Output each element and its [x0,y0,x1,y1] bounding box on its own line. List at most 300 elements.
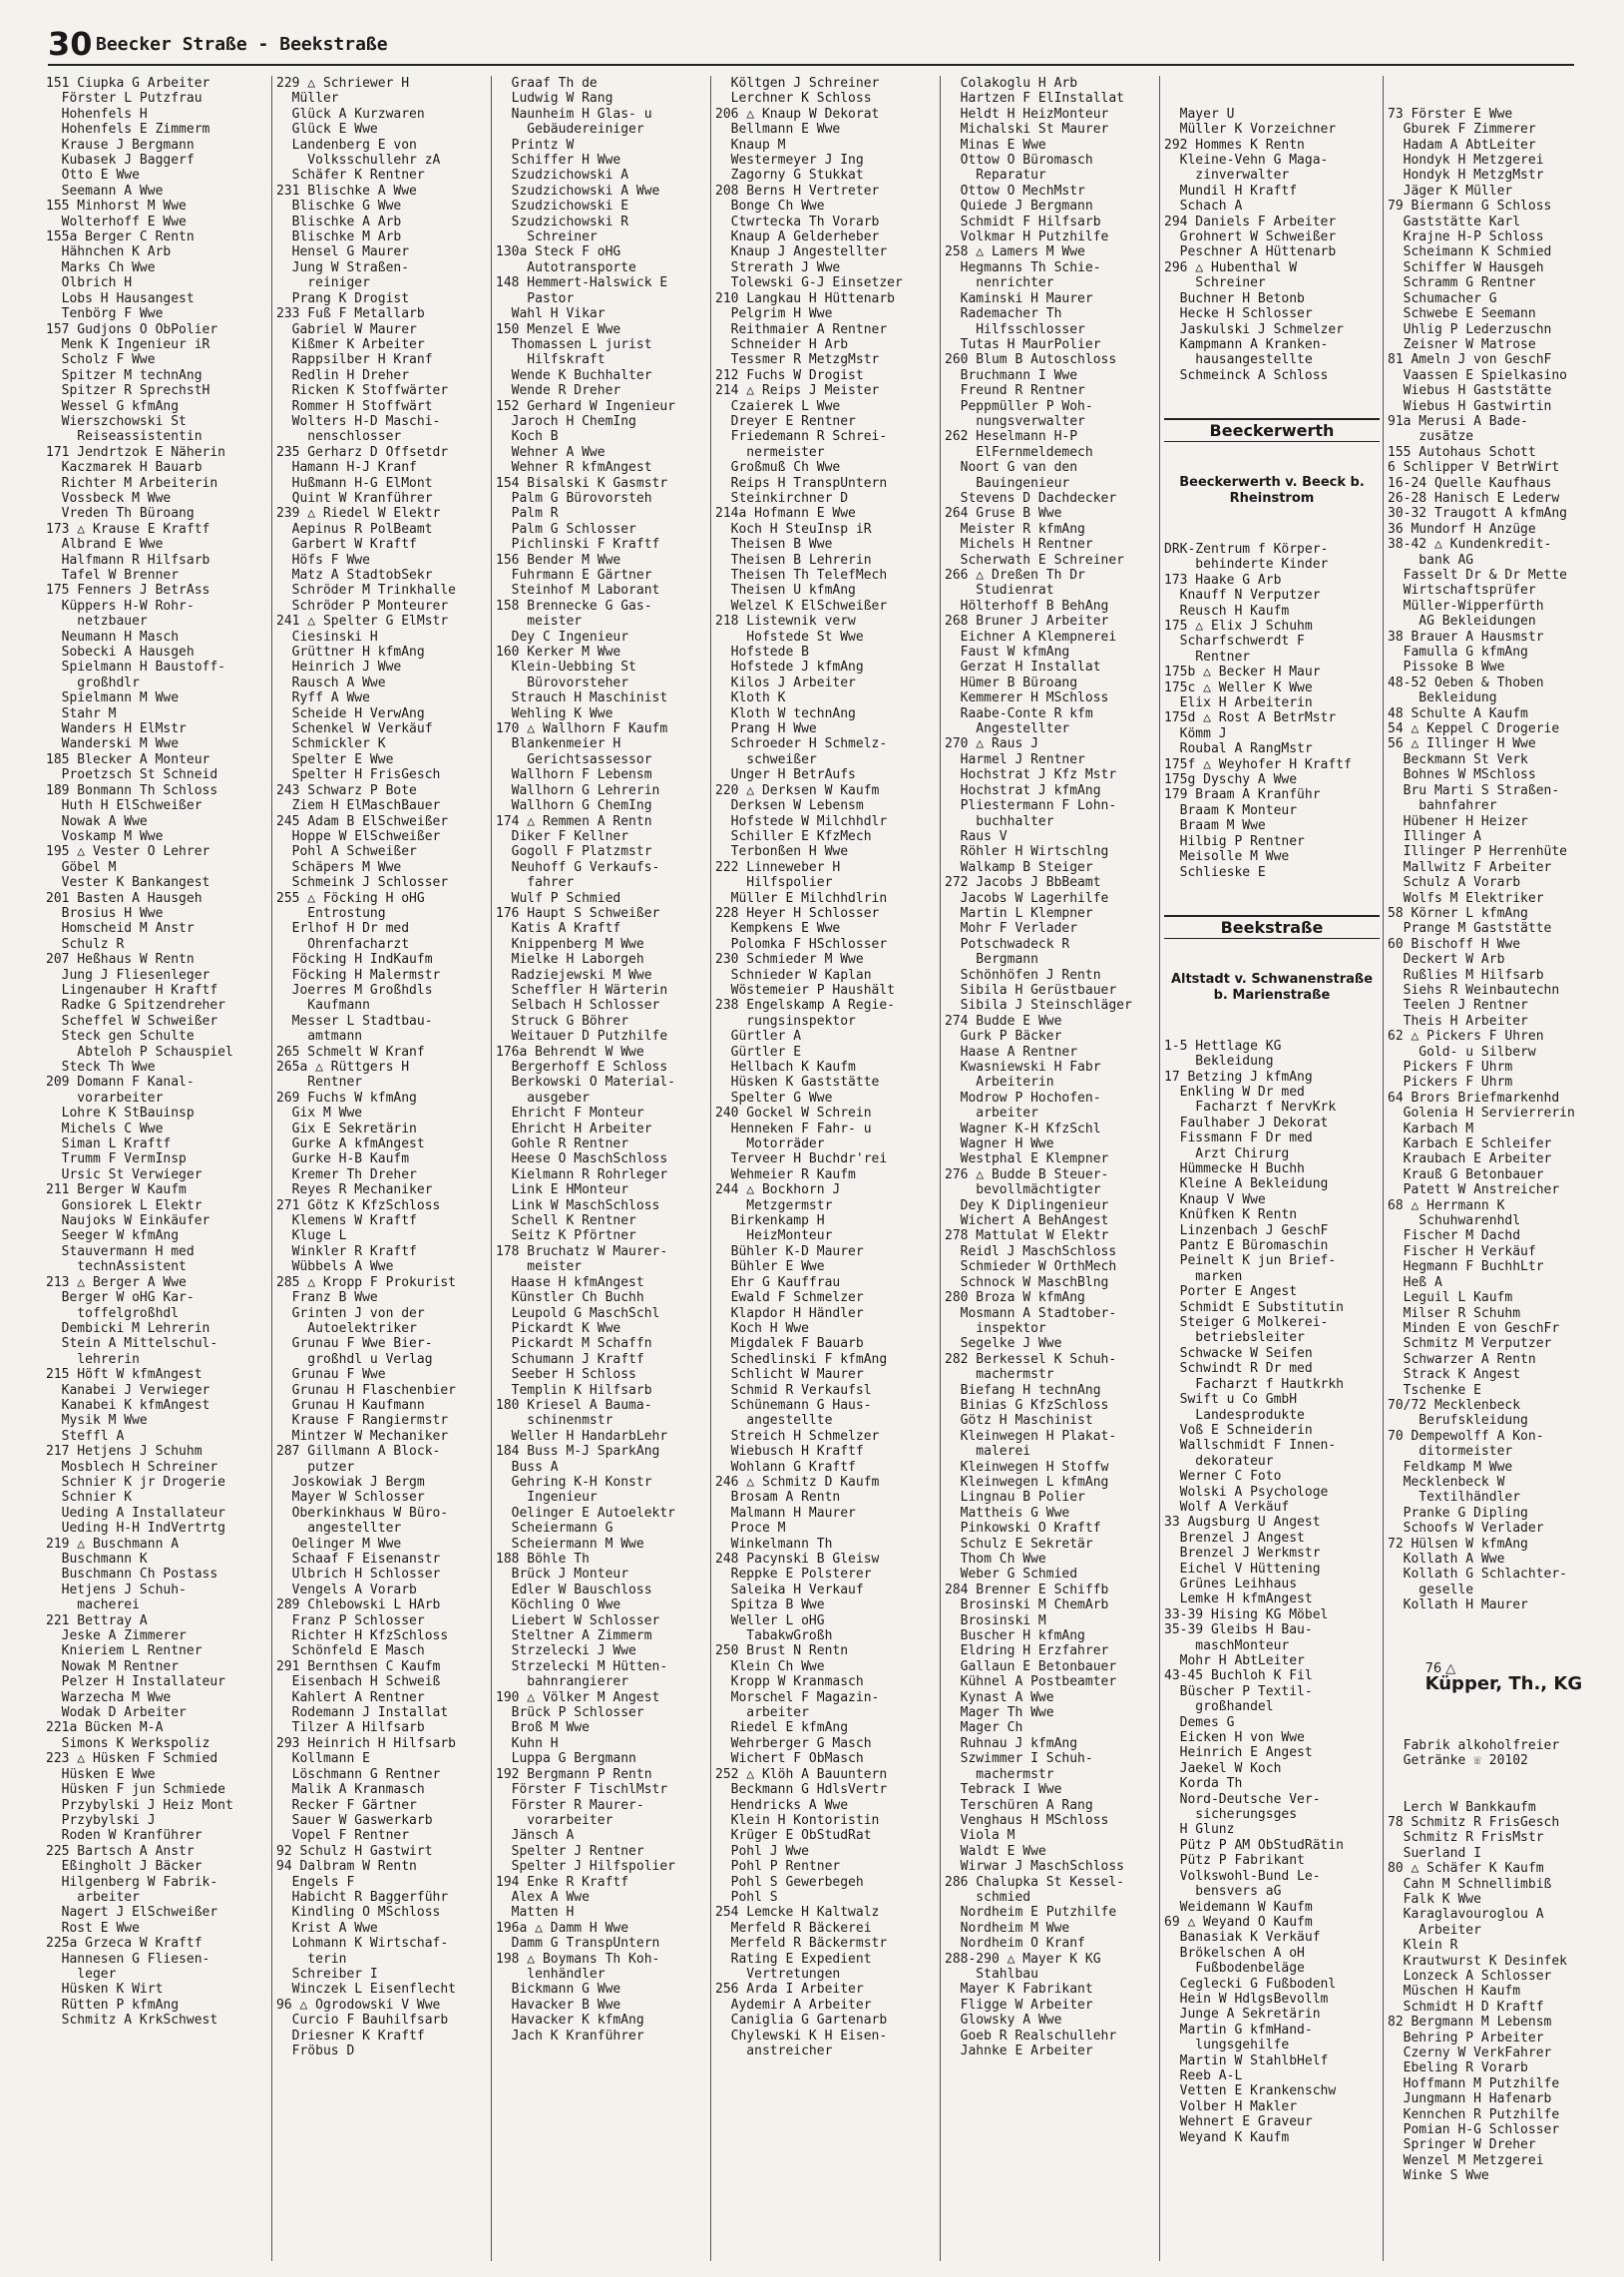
entry-line: Streich H Schmelzer [715,1428,880,1444]
entry-line: Reparatur [945,168,1046,184]
entry-line: 175d △ Rost A BetrMstr [1164,710,1337,726]
entry-line: 209 Domann F Kanal- [46,1075,195,1091]
entry-line: Hondyk H MetzgMstr [1388,168,1544,184]
entry-line: 178 Bruchatz W Maurer- [496,1243,668,1259]
entry-line: 282 Berkessel K Schuh- [945,1351,1117,1367]
entry-line: Jungmann H Hafenarb [1388,2091,1552,2107]
entry-line: 173 Haake G Arb [1164,572,1282,588]
entry-line: 175g Dyschy A Wwe [1164,772,1298,788]
entry-line: Rausch A Wwe [276,675,386,690]
entry-line: Hilfskraft [496,352,606,368]
entry-line: 35-39 Gleibs H Bau- [1164,1622,1313,1638]
entry-line: Nordheim E Putzhilfe [945,1905,1117,1921]
entry-line: Redlin H Dreher [276,367,410,383]
entry-line: Alex A Wwe [496,1889,590,1905]
entry-line: Terveer H Buchdr'rei [715,1151,888,1167]
column-4 [710,76,937,2261]
entry-line: 221a Bücken M-A [46,1720,164,1736]
entry-line: Rentner [276,1075,363,1091]
entry-line: 155 Autohaus Schott [1388,444,1536,460]
entry-line: Kaufmann [276,998,370,1014]
entry-line: 192 Bergmann P Rentn [496,1766,652,1782]
entry-line: Diker F Kellner [496,828,629,844]
entry-line: Wohlann G Kraftf [715,1459,856,1475]
entry-line: 293 Heinrich H Hilfsarb [276,1735,457,1751]
entry-line: Schäfer K Rentner [276,168,425,184]
entry-line: Hendricks A Wwe [715,1797,849,1813]
entry-line: Mohr H AbtLeiter [1164,1653,1305,1668]
entry-line: Hilfspolier [715,875,833,891]
entry-line: Theisen B Lehrerin [715,552,872,568]
page-header [48,24,1574,66]
entry-line: Bohnes W MSchloss [1388,767,1536,783]
entry-line: meister [496,614,583,630]
entry-line: 231 Blischke A Wwe [276,183,417,199]
entry-line: Hüsken K Gaststätte [715,1075,880,1091]
entry-line: Bickmann G Wwe [496,1982,621,1998]
entry-line: Jach K Kranführer [496,2028,644,2044]
entry-line: Mysik M Wwe [46,1413,148,1429]
entry-line: Kropp W Kranmasch [715,1674,864,1690]
entry-line: Pickardt K Wwe [496,1320,621,1336]
entry-line: Steinhof M Laborant [496,583,660,599]
entry-line: Theisen Th TelefMech [715,568,888,583]
entry-line: Ciesinski H [276,629,378,645]
entry-line: Olbrich H [46,275,133,291]
entry-line: 198 △ Boymans Th Koh- [496,1951,660,1967]
entry-line: ElFernmeldemech [945,444,1093,460]
entry-line: 151 Ciupka G Arbeiter [46,76,210,91]
entry-line: Terbonßen H Wwe [715,844,849,860]
entry-line: Jacobs W Lagerhilfe [945,890,1109,906]
entry-line: Westphal E Klempner [945,1151,1109,1167]
entry-line: 176a Behrendt W Wwe [496,1044,644,1060]
entry-line: Spitzer R SprechstH [46,383,210,399]
entry-line: 189 Bonmann Th Schloss [46,782,218,798]
entry-line: Albrand E Wwe [46,537,164,553]
entry-line: Kanabei J Verwieger [46,1382,210,1398]
entry-line: Strack K Angest [1388,1367,1521,1383]
column-2 [271,76,488,2261]
entry-line: Vopel F Rentner [276,1828,410,1844]
entry-line: 229 △ Schriewer H [276,76,410,91]
entry-line: Buscher H kfmAng [945,1628,1085,1644]
entry-line: geselle [1388,1582,1474,1597]
entry-line: Berger W oHG Kar- [46,1290,195,1306]
entry-line: Schönfeld E Masch [276,1643,425,1659]
entry-line: Gonsiorek L Elektr [46,1197,203,1213]
entry-line: Brück P Schlosser [496,1705,644,1721]
entry-line: Wöstemeier P Haushält [715,982,896,998]
entry-line: 213 △ Berger A Wwe [46,1274,187,1290]
entry-line: Wodak D Arbeiter [46,1705,187,1721]
entry-line: Fischer M Dachd [1388,1228,1521,1244]
entry-line: Mohr F Verlader [945,921,1078,937]
entry-line: Grunau F Wwe [276,1367,386,1383]
entry-line: Damm G TranspUntern [496,1936,660,1952]
entry-line: Ehr G Kauffrau [715,1274,841,1290]
entry-line: Wallhorn G ChemIng [496,798,652,814]
entry-line: Heldt H HeizMonteur [945,106,1109,122]
entry-line: Ryff A Wwe [276,690,370,706]
entry-line: 6 Schlipper V BetrWirt [1388,460,1560,476]
entry-line: großhandel [1164,1699,1274,1715]
entry-line: Müschen H Kaufm [1388,1984,1521,2000]
entry-line: machermstr [945,1766,1054,1782]
entry-line: lehrerin [46,1351,140,1367]
entry-line: buchhalter [945,813,1054,829]
entry-line: Gaststätte Karl [1388,214,1521,229]
entry-line: Menk K Ingenieur iR [46,336,210,352]
entry-line: dekorateur [1164,1453,1274,1469]
entry-line: Saleika H Verkauf [715,1582,864,1597]
entry-line: Fischer H Verkäuf [1388,1243,1536,1259]
entry-line: Seitz K Pförtner [496,1228,636,1244]
entry-line: Tebrack I Wwe [945,1782,1062,1798]
entry-line: 130a Steck F oHG [496,244,621,260]
entry-line: Knauff N Verputzer [1164,588,1321,604]
entry-line: Kaczmarek H Bauarb [46,460,203,476]
entry-line: Driesner K Kraftf [276,2028,425,2044]
entry-line: Lingnau B Polier [945,1490,1085,1506]
entry-line: arbeiter [945,1106,1038,1122]
entry-line: Winczek L Eisenflecht [276,1982,457,1998]
entry-line: Wehnert E Graveur [1164,2114,1313,2130]
entry-line: Ewald F Schmelzer [715,1290,864,1306]
section-subheading-altstadt: Altstadt v. Schwanenstraße b. Marienstraße [1170,971,1374,1003]
entry-line: Hümer B Büroang [945,675,1078,690]
entry-line: Künstler Ch Buchh [496,1290,644,1306]
entry-line: Hofstede J kfmAng [715,660,864,676]
entry-line: 286 Chalupka St Kessel- [945,1874,1125,1890]
entry-line: Lerchner K Schloss [715,91,872,107]
section-heading-beeckerwerth: Beeckerwerth [1164,418,1380,442]
entry-line: 239 △ Riedel W Elektr [276,506,441,522]
entry-line: Koch H Wwe [715,1320,809,1336]
entry-line: Aydemir A Arbeiter [715,1997,872,2013]
entry-line: Vaassen E Spielkasino [1388,367,1568,383]
entry-line: Pomian H-G Schlosser [1388,2122,1560,2138]
entry-line: Grunau H Flaschenbier [276,1382,457,1398]
entry-line: Merfeld R Bäckerei [715,1920,872,1936]
entry-line: Riedel E kfmAng [715,1720,849,1736]
entry-line: Wagner H Wwe [945,1137,1054,1152]
entry-line: Pütz P AM ObStudRätin [1164,1837,1345,1853]
entry-line: Knüfken K Rentn [1164,1207,1298,1223]
entry-line: 255 △ Föcking H oHG [276,890,425,906]
entry-line: Mundil H Kraftf [1164,183,1298,199]
entry-line: Marks Ch Wwe [46,259,156,275]
entry-line: Ruhnau J kfmAng [945,1735,1078,1751]
entry-line: Schmidt F Hilfsarb [945,214,1101,229]
entry-line: Trumm F VermInsp [46,1151,187,1167]
entry-line: Karbach E Schleifer [1388,1137,1552,1152]
entry-line: Garbert W Kraftf [276,537,417,553]
entry-line: 16-24 Quelle Kaufhaus [1388,475,1552,491]
entry-line: Vreden Th Büroang [46,506,195,522]
entry-line: Kennchen R Putzhilfe [1388,2106,1560,2122]
entry-line: Friedemann R Schrei- [715,429,888,445]
entry-line: Volber H Makler [1164,2098,1298,2114]
entry-line: Werner C Foto [1164,1469,1282,1485]
entry-line: Studienrat [945,583,1054,599]
entry-line: 258 △ Lamers M Wwe [945,244,1085,260]
entry-line: Joerres M Großhdls [276,982,433,998]
entry-line: 207 Heßhaus W Rentn [46,952,195,968]
entry-line: Göbel M [46,859,117,875]
entry-line: Mallwitz F Arbeiter [1388,859,1552,875]
entry-line: Gold- u Silberw [1388,1044,1536,1060]
entry-line: Kanabei K kfmAngest [46,1397,210,1413]
entry-line: Spitza B Wwe [715,1597,825,1613]
entry-line: Hofstede B [715,645,809,661]
entry-line: 158 Brennecke G Gas- [496,598,652,614]
entry-line: Ulbrich H Schlosser [276,1567,441,1583]
entry-line: Wiebus H Gaststätte [1388,383,1552,399]
entry-line: Ziem H ElMaschBauer [276,798,441,814]
entry-line: Winkler R Kraftf [276,1243,417,1259]
company-listing [1388,1643,1607,1707]
entry-line: Jung J Fliesenleger [46,967,210,983]
entry-line: 292 Hommes K Rentn [1164,137,1305,153]
entry-line: Eicken H von Wwe [1164,1730,1305,1746]
entry-line: Bergerhoff E Schloss [496,1060,668,1075]
entry-line: Wanderski M Wwe [46,736,180,752]
entry-line: Wolters H-D Maschi- [276,413,441,429]
entry-line: 223 △ Hüsken F Schmied [46,1751,218,1767]
entry-line: Wallschmidt F Innen- [1164,1438,1337,1454]
beekstrasse-list-continued [1388,107,1607,1613]
entry-line: Motorräder [715,1137,825,1152]
entry-line: Schulz E Sekretär [945,1536,1093,1552]
entry-line: 175f △ Weyhofer H Kraftf [1164,756,1352,772]
entry-line: 30-32 Traugott A kfmAng [1388,506,1568,522]
entry-line: Jung W Straßen- [276,259,410,275]
entry-line: Prang H Wwe [715,721,817,737]
entry-line: Schröder P Monteurer [276,598,449,614]
entry-line: Förster F TischlMstr [496,1782,668,1798]
entry-line: Hannesen G Fliesen- [46,1951,210,1967]
entry-line: Famulla G kfmAng [1388,645,1528,661]
entry-line: Vengels A Vorarb [276,1582,417,1597]
entry-line: Naunheim H Glas- u [496,106,652,122]
entry-line: 17 Betzing J kfmAng [1164,1069,1313,1085]
entry-line: Quint W Kranführer [276,490,433,506]
entry-line: 217 Hetjens J Schuhm [46,1444,203,1460]
entry-line: Müller E Milchhdlrin [715,890,888,906]
entry-line: Proce M [715,1521,786,1537]
entry-line: amtmann [276,1029,363,1045]
entry-line: Schnieder W Kaplan [715,967,872,983]
entry-line: Rußlies M Hilfsarb [1388,967,1544,983]
entry-line: 173 △ Krause E Kraftf [46,521,210,537]
entry-line: reiniger [276,275,370,291]
entry-line: 219 △ Buschmann A [46,1536,180,1552]
entry-line: Müller-Wipperfürth [1388,598,1544,614]
entry-line: Tafel W Brenner [46,568,180,583]
entry-line: Lohre K StBauinsp [46,1106,195,1122]
entry-line: Knaup A Gelderheber [715,229,880,245]
entry-line: Martin G kfmHand- [1164,2022,1313,2038]
entry-line: 155a Berger C Rentn [46,229,195,245]
entry-line: Angestellter [945,721,1070,737]
entry-line: 284 Brenner E Schiffb [945,1582,1109,1597]
entry-line: 64 Brors Briefmarkenhd [1388,1090,1560,1106]
entry-line: Radke G Spitzendreher [46,998,226,1014]
entry-line: HeizMonteur [715,1228,833,1244]
entry-line: Scherwath E Schreiner [945,552,1125,568]
entry-line: lenhändler [496,1966,606,1982]
entry-line: Proetzsch St Schneid [46,767,218,783]
entry-line: Spelter J Hilfspolier [496,1859,676,1875]
entry-line: Rost E Wwe [46,1920,140,1936]
entry-line: Nordheim O Kranf [945,1936,1085,1952]
entry-line: Peschner A Hüttenarb [1164,244,1337,260]
entry-line: Scheiermann G [496,1521,613,1537]
entry-line: Voß E Schneiderin [1164,1422,1313,1438]
entry-line: Tschenke E [1388,1382,1481,1398]
entry-line: Klein H Kontoristin [715,1812,880,1828]
entry-line: Bruchmann I Wwe [945,367,1078,383]
entry-line: Hein W HdlgsBevollm [1164,1991,1329,2007]
entry-line: Ehricht H Arbeiter [496,1121,652,1137]
entry-line: Warzecha M Wwe [46,1689,172,1705]
entry-line: 218 Listewnik verw [715,614,856,630]
entry-line: Ricken K Stoffwärter [276,383,449,399]
entry-line: Porter E Angest [1164,1284,1298,1300]
entry-line: Havacker B Wwe [496,1997,621,2013]
entry-line: Noort G van den [945,460,1078,476]
entry-line: Viola M [945,1828,1015,1844]
entry-line: Hoppe W ElSchweißer [276,828,441,844]
entry-line: Franz P Schlosser [276,1612,425,1628]
entry-line: Höfs F Wwe [276,552,370,568]
entry-line: 70 Dempewolff A Kon- [1388,1428,1544,1444]
entry-line: Henneken F Fahr- u [715,1121,872,1137]
entry-line: Hölterhoff B BehAng [945,598,1109,614]
entry-line: inspektor [945,1320,1046,1336]
entry-line: Wolski A Psychologe [1164,1484,1329,1500]
entry-line: Ueding A Installateur [46,1505,226,1521]
entry-line: Klemens W Kraftf [276,1213,417,1229]
entry-line: Krause J Bergmann [46,137,195,153]
entry-line: Hilgenberg W Fabrik- [46,1874,218,1890]
entry-line: Eichner A Klempnerei [945,629,1117,645]
entry-line: 214a Hofmann E Wwe [715,506,856,522]
entry-line: Gurke A kfmAngest [276,1137,425,1152]
entry-line: Mager Ch [945,1720,1023,1736]
entry-line: Dembicki M Lehrerin [46,1320,210,1336]
entry-line: Spielmann H Baustoff- [46,660,226,676]
entry-line: Krüger E ObStudRat [715,1828,872,1844]
entry-line: Förster L Putzfrau [46,91,203,107]
entry-line: Szudzichowski A Wwe [496,183,660,199]
entry-line: Sibila H Gerüstbauer [945,982,1117,998]
entry-line: 188 Böhle Th [496,1552,590,1567]
entry-line: angestellte [715,1413,833,1429]
column-1 [46,76,265,2261]
entry-line: Habicht R Baggerführ [276,1889,449,1905]
entry-line: Schenkel W Verkäuf [276,721,433,737]
entry-line: Abteloh P Schauspiel [46,1044,233,1060]
entry-line: Steltner A Zimmerm [496,1628,652,1644]
entry-line: Pelzer H Installateur [46,1674,226,1690]
entry-line: Gallaun E Betonbauer [945,1658,1117,1674]
entry-line: bahnrangierer [496,1674,629,1690]
entry-line: Schulz R [46,936,125,952]
entry-line: Mosblech H Schreiner [46,1459,218,1475]
entry-line: Wübbels A Wwe [276,1259,394,1275]
entry-line: netzbauer [46,614,148,630]
entry-line: Lemke H kfmAngest [1164,1592,1313,1607]
entry-line: Scharfschwerdt F [1164,634,1305,650]
entry-line: Arbeiter [1388,1922,1481,1938]
entry-line: Michels C Wwe [46,1121,164,1137]
entry-line: Köchling O Wwe [496,1597,621,1613]
entry-line: 174 △ Remmen A Rentn [496,813,652,829]
entry-line: Krauß G Betonbauer [1388,1166,1544,1182]
entry-line: Feldkamp M Wwe [1388,1459,1513,1475]
entry-line: Raabe-Conte R kfm [945,705,1093,721]
entry-line: Jänsch A [496,1828,575,1844]
entry-line: Reithmaier A Rentner [715,321,888,337]
entry-line: Winke S Wwe [1388,2168,1489,2184]
entry-line: 68 △ Herrmann K [1388,1197,1505,1213]
entry-line: Hähnchen K Arb [46,244,172,260]
entry-line: 269 Fuchs W kfmAng [276,1090,417,1106]
entry-line: Aepinus R PolBeamt [276,521,433,537]
entry-line: Schiffer H Wwe [496,153,621,169]
entry-line: Bühler E Wwe [715,1259,825,1275]
entry-line: Schwindt R Dr med [1164,1361,1313,1377]
entry-line: 81 Ameln J von GeschF [1388,352,1552,368]
entry-line: Brökelschen A oH [1164,1945,1305,1961]
entry-line: 56 △ Illinger H Wwe [1388,736,1536,752]
entry-line: meister [496,1259,583,1275]
entry-line: Schell K Rentner [496,1213,636,1229]
entry-line: Gohle R Rentner [496,1137,629,1152]
entry-line: Wolterhoff E Wwe [46,214,187,229]
entry-line: Buschmann K [46,1552,148,1567]
beeckerwerth-list [1164,542,1380,880]
entry-line: 179 Braam A Kranführ [1164,787,1321,803]
entry-line: Rademacher Th [945,306,1062,322]
entry-line: Steiger G Molkerei- [1164,1315,1329,1331]
entry-line: Radziejewski M Wwe [496,967,652,983]
entry-line: Klein-Uebbing St [496,660,636,676]
entry-line: zinverwalter [1164,168,1290,184]
entry-line: Weber G Schmied [945,1567,1078,1583]
entry-line: anstreicher [715,2044,833,2058]
entry-line: Beckmann G HdlsVertr [715,1782,888,1798]
entry-line: Kuhn H [496,1735,559,1751]
entry-line: Oelinger M Wwe [276,1536,402,1552]
entry-line: Berkowski O Material- [496,1075,676,1091]
entry-line: Oelinger E Autoelektr [496,1505,676,1521]
entry-line: Simons K Werkspoliz [46,1735,210,1751]
entry-line: Terschüren A Rang [945,1797,1093,1813]
entry-line: Illinger A [1388,828,1481,844]
entry-line: Pinkowski O Kraftf [945,1521,1101,1537]
entry-line: Knaup M [715,137,786,153]
entry-line: Springer W Dreher [1388,2137,1536,2153]
entry-line: Gurke H-B Kaufm [276,1151,410,1167]
entry-line: Raus V [945,828,1008,844]
entry-line: Steinkirchner D [715,490,849,506]
entry-line: Linzenbach J GeschF [1164,1222,1329,1238]
entry-line: Meister R kfmAng [945,521,1085,537]
entry-line: 184 Buss M-J SparkAng [496,1444,660,1460]
